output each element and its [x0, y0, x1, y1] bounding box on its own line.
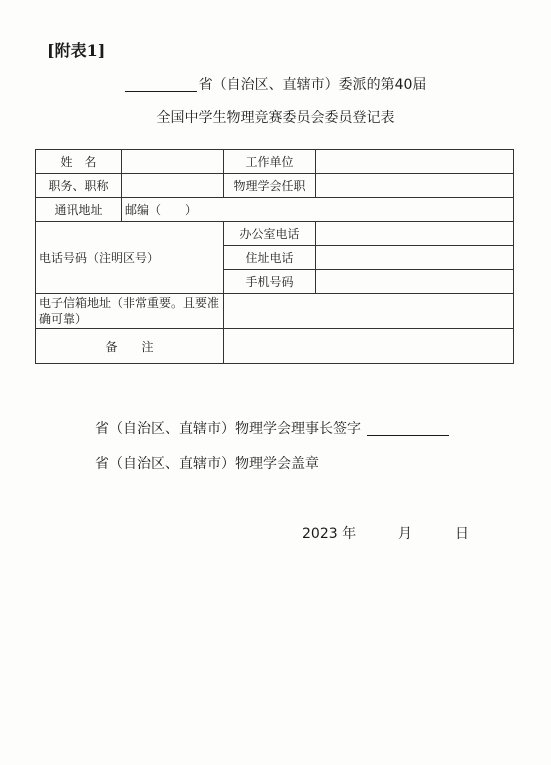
date-day: 日 [455, 526, 469, 542]
mobile-field[interactable] [316, 270, 514, 294]
home-phone-field[interactable] [316, 246, 514, 270]
office-phone-label: 办公室电话 [224, 222, 316, 246]
remarks-field[interactable] [224, 329, 514, 364]
phone-label: 电话号码（注明区号） [36, 222, 224, 294]
position-label: 职务、职称 [36, 174, 122, 198]
email-field[interactable] [224, 294, 514, 329]
table-row [36, 294, 514, 329]
form-title-line-2: 全国中学生物理竞赛委员会委员登记表 [156, 110, 395, 126]
seal-line: 省（自治区、直辖市）物理学会盖章 [95, 456, 319, 472]
work-unit-field[interactable] [316, 150, 514, 174]
society-role-label: 物理学会任职 [224, 174, 316, 198]
form-title-line-1 [0, 74, 551, 94]
mobile-label: 手机号码 [224, 270, 316, 294]
work-unit-label: 工作单位 [224, 150, 316, 174]
signature-line [95, 418, 449, 438]
table-row [36, 150, 514, 174]
table-row [36, 198, 514, 222]
home-phone-label: 住址电话 [224, 246, 316, 270]
signature-blank[interactable] [367, 421, 449, 436]
table-row [36, 174, 514, 198]
registration-table [35, 149, 514, 364]
table-row [36, 222, 514, 246]
date-month: 月 [398, 526, 412, 542]
table-row [36, 329, 514, 364]
position-field[interactable] [122, 174, 224, 198]
address-field[interactable] [122, 198, 514, 222]
province-blank[interactable] [125, 77, 197, 92]
signature-text: 省（自治区、直辖市）物理学会理事长签字 [95, 421, 361, 437]
remarks-label: 备 注 [36, 329, 224, 364]
name-field[interactable] [122, 150, 224, 174]
date-year: 2023 年 [302, 526, 357, 542]
email-label: 电子信箱地址（非常重要。且要准确可靠） [36, 294, 224, 329]
name-label: 姓 名 [36, 150, 122, 174]
address-label: 通讯地址 [36, 198, 122, 222]
society-role-field[interactable] [316, 174, 514, 198]
office-phone-field[interactable] [316, 222, 514, 246]
postcode-label: 邮编（ ） [125, 203, 198, 217]
title-line-1-text: 省（自治区、直辖市）委派的第40届 [198, 77, 427, 93]
annex-label: [附表1] [47, 41, 106, 60]
